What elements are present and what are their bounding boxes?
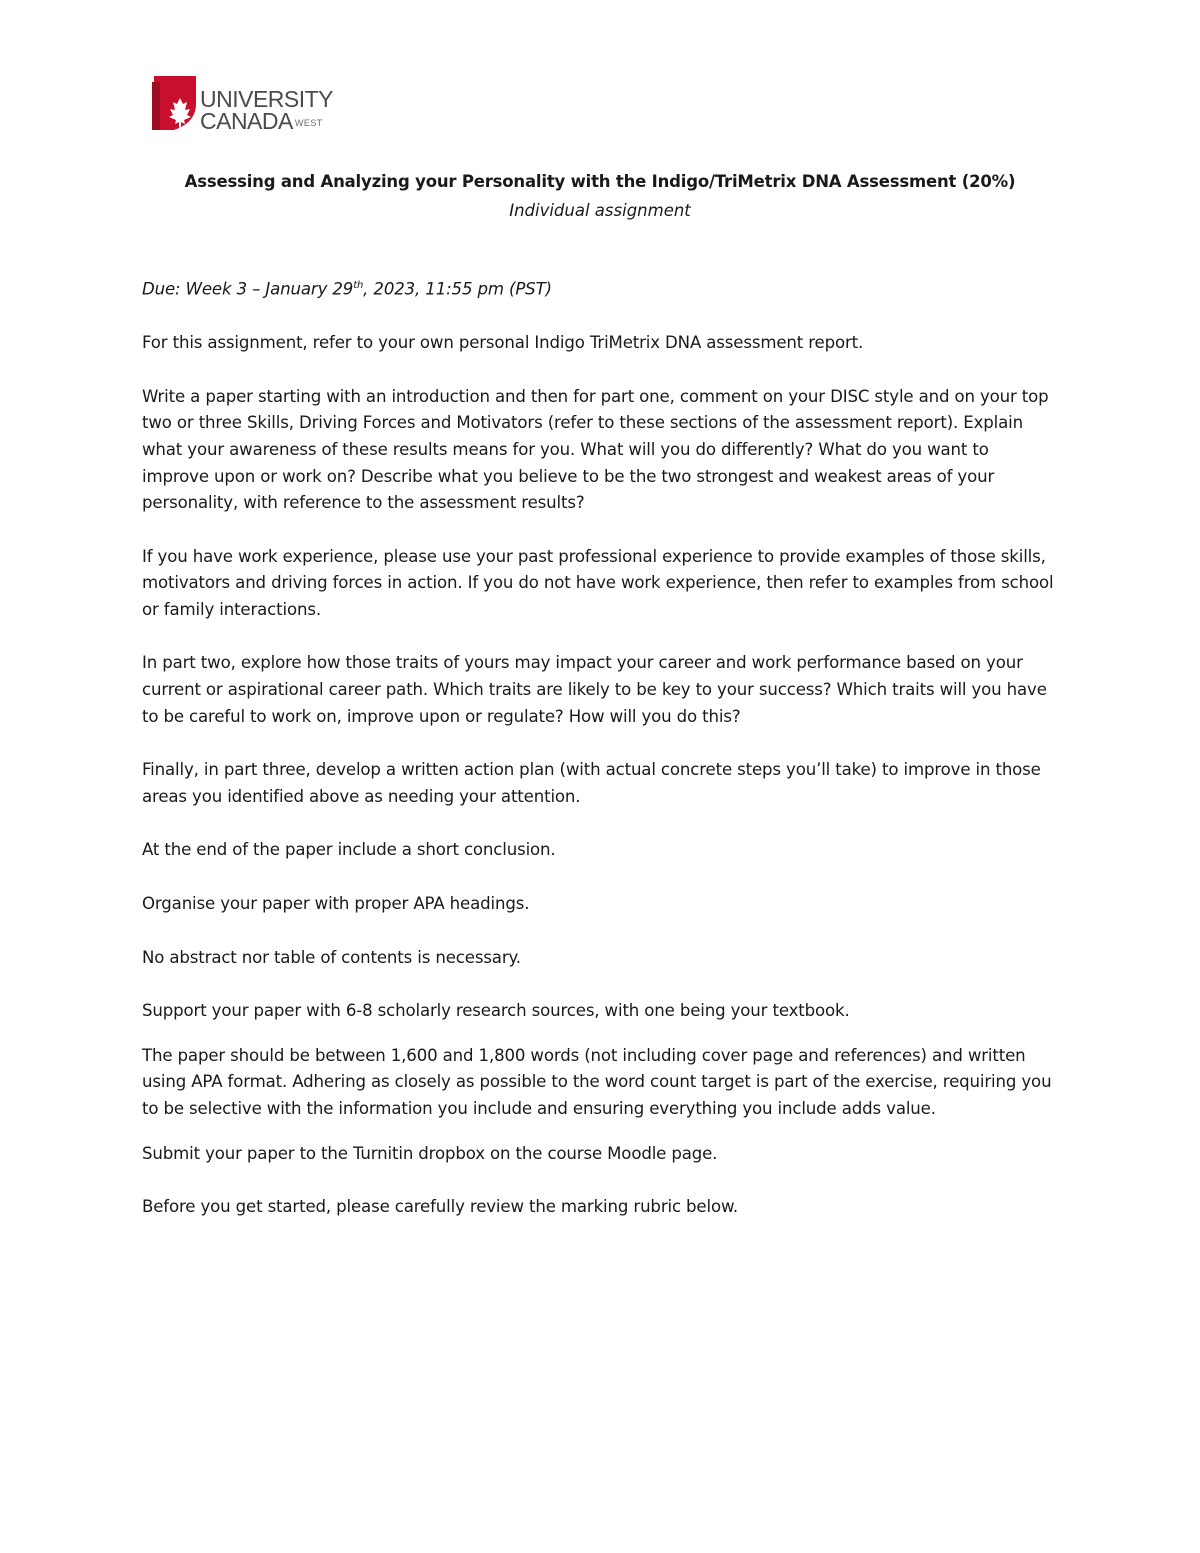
document-subtitle: Individual assignment xyxy=(509,201,691,220)
university-logo xyxy=(150,74,350,134)
paragraph-word-count: The paper should be between 1,600 and 1,800 words (not including cover page and references) and written using APA format. Adhering as closely as possible to the word count target is part of the exercise, requiring you to be selective with the information you include and ensuring everything you include adds value. xyxy=(142,1045,1052,1118)
paragraph-intro: For this assignment, refer to your own personal Indigo TriMetrix DNA assessment report. xyxy=(142,333,864,353)
paragraph-rubric: Before you get started, please carefully review the marking rubric below. xyxy=(142,1197,738,1217)
paragraph-conclusion: At the end of the paper include a short conclusion. xyxy=(142,840,556,860)
paragraph-part-one: Write a paper starting with an introduction and then for part one, comment on your DISC style and on your top two or three Skills, Driving Forces and Motivators (refer to these sections of the assessment report). Explain what your awareness of these results means for you. What will you do differently? What do you want to improve upon or work on? Describe what you believe to be the two strongest and weakest areas of your personality, with reference to the assessment results? xyxy=(142,386,1049,513)
paragraph-part-two: In part two, explore how those traits of yours may impact your career and work performance based on your current or aspirational career path. Which traits are likely to be key to your success? Which traits will you have to be careful to work on, improve upon or regulate? How will you do this? xyxy=(142,653,1047,726)
maple-leaf-logo-icon xyxy=(150,74,198,132)
due-prefix: Due: Week 3 – January 29 xyxy=(142,279,354,299)
logo-wordmark xyxy=(200,88,333,132)
paragraph-part-three: Finally, in part three, develop a written action plan (with actual concrete steps you’ll take) to improve in those areas you identified above as needing your attention. xyxy=(142,760,1041,806)
document-body xyxy=(142,273,1057,1221)
logo-line-canada xyxy=(200,110,333,132)
paragraph-work-experience: If you have work experience, please use your past professional experience to provide examples of those skills, motivators and driving forces in action. If you do not have work experience, then refer to examples from school or family interactions. xyxy=(142,546,1054,619)
due-date xyxy=(142,273,1057,303)
paragraph-apa-headings: Organise your paper with proper APA headings. xyxy=(142,894,530,914)
paragraph-no-abstract: No abstract nor table of contents is necessary. xyxy=(142,947,521,967)
logo-canada-text: CANADA xyxy=(200,108,293,134)
paragraph-sources: Support your paper with 6-8 scholarly research sources, with one being your textbook. xyxy=(142,1001,850,1021)
document-title: Assessing and Analyzing your Personality with the Indigo/TriMetrix DNA Assessment (20%) xyxy=(184,172,1016,191)
due-suffix: , 2023, 11:55 pm (PST) xyxy=(363,279,552,299)
due-superscript: th xyxy=(353,280,364,291)
logo-line-university: UNIVERSITY xyxy=(200,86,334,112)
paragraph-submit: Submit your paper to the Turnitin dropbox on the course Moodle page. xyxy=(142,1143,718,1163)
logo-west-text: WEST xyxy=(294,118,323,128)
